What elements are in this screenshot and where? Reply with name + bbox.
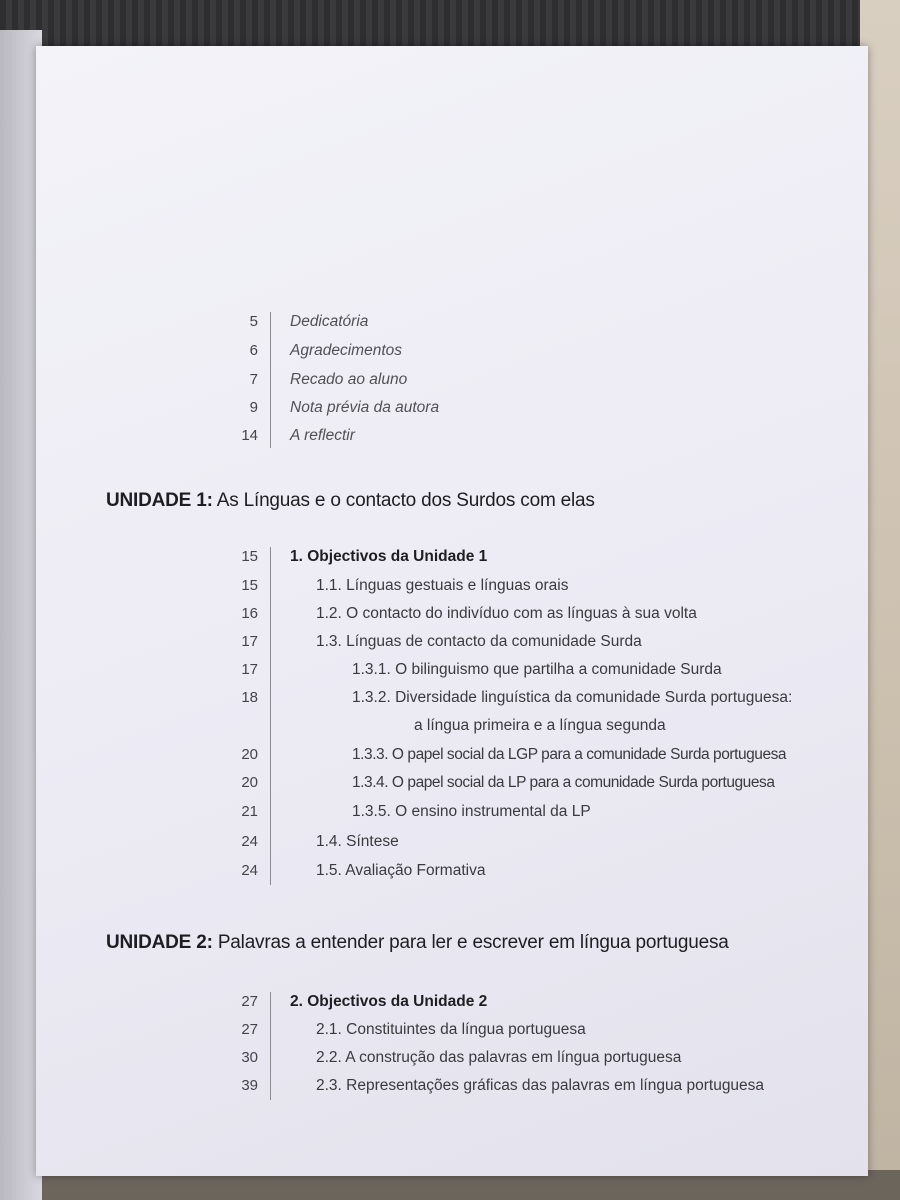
- divider-line: [270, 312, 271, 448]
- front-matter-list: [234, 308, 634, 458]
- page-number: 30: [241, 1049, 258, 1066]
- entry-title: 2.2. A construção das palavras em língua portuguesa: [316, 1049, 682, 1066]
- entry-title: 1.3.2. Diversidade linguística da comunidade Surda portuguesa:: [352, 689, 793, 706]
- entry-title: 1.2. O contacto do indivíduo com as línguas à sua volta: [316, 605, 697, 622]
- unit-1-label: UNIDADE 1:: [106, 490, 213, 511]
- page-number: 7: [249, 371, 258, 388]
- page-number: 6: [249, 342, 258, 359]
- entry-title: Agradecimentos: [290, 342, 403, 359]
- divider-line: [270, 992, 271, 1100]
- entry-title: 1. Objectivos da Unidade 1: [290, 548, 488, 565]
- divider-line: [270, 547, 271, 885]
- entry-title: 2.1. Constituintes da língua portuguesa: [316, 1021, 586, 1038]
- page-number: 17: [241, 633, 258, 650]
- unit-1-title: As Línguas e o contacto dos Surdos com elas: [216, 490, 595, 511]
- book-page: [36, 46, 868, 1176]
- page-number: 14: [241, 427, 258, 444]
- page-number: 39: [241, 1077, 258, 1094]
- unit-2-title: Palavras a entender para ler e escrever em língua portuguesa: [217, 932, 729, 953]
- page-number: 24: [241, 862, 258, 879]
- entry-title: 1.4. Síntese: [316, 833, 399, 850]
- unit-2-label: UNIDADE 2:: [106, 932, 213, 953]
- page-number: 9: [249, 399, 258, 416]
- entry-title: 1.3.3. O papel social da LGP para a comunidade Surda portuguesa: [352, 746, 787, 763]
- page-number: 15: [241, 577, 258, 594]
- entry-title: 1.1. Línguas gestuais e línguas orais: [316, 577, 569, 594]
- entry-title: 1.3. Línguas de contacto da comunidade Surda: [316, 633, 642, 650]
- unit-1-toc: [234, 543, 834, 893]
- entry-title: 1.3.5. O ensino instrumental da LP: [352, 803, 591, 820]
- page-number: 20: [241, 746, 258, 763]
- entry-title: Recado ao aluno: [290, 371, 408, 388]
- page-number: 20: [241, 774, 258, 791]
- unit-2-heading: [106, 932, 729, 954]
- entry-title: A reflectir: [290, 427, 355, 444]
- entry-title: Nota prévia da autora: [290, 399, 440, 416]
- unit-1-heading: [106, 490, 595, 512]
- page-number: 21: [241, 803, 258, 820]
- entry-title: 1.3.4. O papel social da LP para a comunidade Surda portuguesa: [352, 774, 775, 791]
- page-number: 16: [241, 605, 258, 622]
- entry-title: a língua primeira e a língua segunda: [414, 717, 666, 734]
- page-number: 24: [241, 833, 258, 850]
- page-number: 15: [241, 548, 258, 565]
- entry-title: 2. Objectivos da Unidade 2: [290, 993, 488, 1010]
- entry-title: 2.3. Representações gráficas das palavras em língua portuguesa: [316, 1077, 765, 1094]
- entry-title: Dedicatória: [290, 313, 369, 330]
- page-number: 27: [241, 993, 258, 1010]
- entry-title: 1.3.1. O bilinguismo que partilha a comunidade Surda: [352, 661, 722, 678]
- page-number: 5: [249, 313, 258, 330]
- page-number: 27: [241, 1021, 258, 1038]
- page-number: 17: [241, 661, 258, 678]
- unit-2-toc: [234, 988, 834, 1108]
- entry-title: 1.5. Avaliação Formativa: [316, 862, 486, 879]
- page-number: 18: [241, 689, 258, 706]
